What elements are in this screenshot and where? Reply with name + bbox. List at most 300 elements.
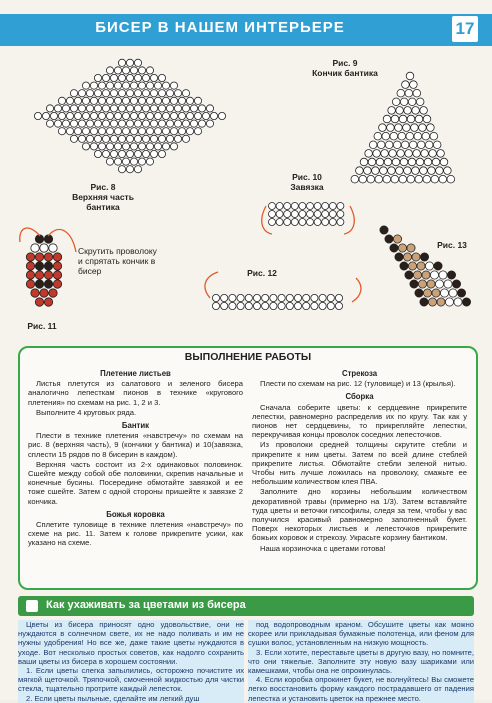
bead: [299, 203, 306, 210]
bead: [138, 82, 145, 89]
bead: [322, 211, 329, 218]
bead: [94, 120, 101, 127]
section-paragraph: Плести по схемам на рис. 12 (туловище) и 13 (крылья).: [260, 379, 456, 389]
bead: [54, 120, 61, 127]
bead: [150, 120, 157, 127]
bead: [66, 128, 73, 135]
bead: [422, 132, 430, 140]
bead: [142, 150, 149, 157]
bead: [398, 244, 406, 252]
bead: [86, 120, 93, 127]
bead: [102, 150, 109, 157]
bead: [166, 90, 173, 97]
bead: [291, 203, 298, 210]
bead: [432, 158, 440, 166]
bead: [53, 280, 61, 288]
bead: [94, 135, 101, 142]
bead: [432, 289, 440, 297]
bead: [102, 120, 109, 127]
bead: [383, 175, 391, 183]
bead: [425, 141, 433, 149]
bead: [379, 124, 387, 132]
bead: [276, 219, 283, 226]
bead: [86, 135, 93, 142]
bead: [417, 262, 425, 270]
bead: [400, 262, 408, 270]
bead: [182, 135, 189, 142]
bead: [269, 203, 276, 210]
bead: [34, 112, 41, 119]
bead: [26, 253, 34, 261]
bead: [329, 219, 336, 226]
bead: [66, 112, 73, 119]
bead: [237, 302, 244, 309]
fig9-caption: [300, 58, 390, 78]
bead: [381, 150, 389, 158]
bead: [245, 294, 252, 301]
bead: [86, 105, 93, 112]
section-paragraph: Заполните дно корзины небольшим количеством декоративной травы (примерно на 1/3). Затем вставляйте туда цветы и веточки гипсофилы, следя за тем, чтобы у вас получился красивый равномерно заполненный букет. Поверх некоторых листьев и лепесточков прикрепите божьих коровок и стрекозу. Украсьте корзину бантиком.: [252, 487, 467, 543]
bead: [178, 128, 185, 135]
fig11-ladybug-scheme: [20, 228, 76, 306]
bead: [90, 112, 97, 119]
bead: [369, 141, 377, 149]
fig9-title: Кончик бантика: [312, 68, 378, 78]
bead: [98, 112, 105, 119]
bead: [53, 253, 61, 261]
bead: [35, 253, 43, 261]
bead: [206, 120, 213, 127]
bead: [303, 294, 310, 301]
bead: [82, 97, 89, 104]
bead: [66, 97, 73, 104]
bead: [146, 97, 153, 104]
bead: [269, 211, 276, 218]
bead: [142, 105, 149, 112]
bead: [130, 67, 137, 74]
fig9-bow-tip-scheme: [351, 72, 455, 183]
bead: [433, 141, 441, 149]
bead: [49, 244, 57, 252]
bead: [98, 82, 105, 89]
bead: [428, 167, 436, 175]
bead: [405, 271, 413, 279]
bead: [154, 112, 161, 119]
section-paragraph: Сплетите туловище в технике плетения «навстречу» по схеме на рис. 11. Затем к голове прикрепите усики, как указано на схеме.: [28, 520, 243, 548]
bead: [444, 280, 452, 288]
bead: [408, 262, 416, 270]
bead: [400, 158, 408, 166]
bead: [337, 203, 344, 210]
bead: [134, 120, 141, 127]
bead: [439, 271, 447, 279]
bead: [319, 294, 326, 301]
care-left-column: [18, 620, 244, 703]
bead: [206, 105, 213, 112]
bead: [380, 167, 388, 175]
bead: [102, 105, 109, 112]
bead: [130, 97, 137, 104]
bead: [276, 203, 283, 210]
bead: [415, 289, 423, 297]
section-heading: Божья коровка: [106, 509, 165, 519]
fig10-title: Завязка: [290, 182, 324, 192]
bead: [391, 115, 399, 123]
bead: [390, 132, 398, 140]
bead: [44, 253, 52, 261]
bead: [388, 167, 396, 175]
bead: [170, 97, 177, 104]
bead: [106, 128, 113, 135]
bead: [162, 112, 169, 119]
bead: [78, 120, 85, 127]
fig13-label: Рис. 13: [437, 240, 467, 250]
bead: [78, 135, 85, 142]
bead: [82, 128, 89, 135]
bead: [384, 158, 392, 166]
bead: [106, 97, 113, 104]
bead: [58, 112, 65, 119]
bead: [154, 97, 161, 104]
bead: [26, 280, 34, 288]
bead: [422, 271, 430, 279]
bead-diagrams: [0, 46, 492, 342]
bead: [62, 120, 69, 127]
bead: [417, 141, 425, 149]
bead: [106, 158, 113, 165]
bead: [399, 115, 407, 123]
bead: [150, 74, 157, 81]
bead: [367, 175, 375, 183]
bead: [82, 112, 89, 119]
bead: [212, 294, 219, 301]
bead: [118, 135, 125, 142]
bead: [44, 298, 52, 306]
bead: [229, 294, 236, 301]
care-paragraph: 3. Если хотите, переставьте цветы в другую вазу, но помните, что они тяжелые. Заполните эту новую вазу шариками или камешками, чтобы она не опрокинулась.: [248, 647, 474, 676]
bead: [327, 302, 334, 309]
bead: [190, 120, 197, 127]
bead: [130, 112, 137, 119]
work-instructions: [18, 346, 478, 590]
bead: [158, 135, 165, 142]
section-paragraph: Плести в технике плетения «навстречу» по схемам на рис. 8 (верхняя часть), 9 (кончики у бантика) и 10(завязка, сплести 15 рядов по 8 бисерин в каждом).: [28, 431, 243, 459]
bead: [98, 143, 105, 150]
bead: [210, 112, 217, 119]
bead: [31, 289, 39, 297]
bead: [158, 90, 165, 97]
bead: [299, 219, 306, 226]
bead: [221, 294, 228, 301]
bead: [403, 124, 411, 132]
bead: [158, 150, 165, 157]
bead: [182, 120, 189, 127]
bead: [102, 135, 109, 142]
bead: [415, 115, 423, 123]
bead: [382, 132, 390, 140]
bead: [134, 135, 141, 142]
bead: [319, 302, 326, 309]
bead: [118, 59, 125, 66]
bead: [74, 112, 81, 119]
bead: [94, 105, 101, 112]
bead: [162, 82, 169, 89]
bead: [142, 74, 149, 81]
bead: [403, 253, 411, 261]
bead: [118, 105, 125, 112]
bead: [337, 211, 344, 218]
bead: [142, 135, 149, 142]
bead: [58, 128, 65, 135]
bead: [162, 97, 169, 104]
bead: [194, 112, 201, 119]
bead: [375, 175, 383, 183]
bead: [397, 150, 405, 158]
bead: [435, 280, 443, 288]
bead: [392, 158, 400, 166]
page-number: 17: [452, 16, 478, 42]
bead: [146, 143, 153, 150]
bead: [130, 128, 137, 135]
bead: [270, 302, 277, 309]
bead: [237, 294, 244, 301]
bead: [360, 158, 368, 166]
section-paragraph: Выполните 4 круговых ряда.: [36, 407, 137, 417]
bead: [388, 107, 396, 115]
bead: [82, 82, 89, 89]
section-paragraph: Верхняя часть состоит из 2-х одинаковых половинок. Сшейте между собой обе половинки, скрепив начальные и конечные бусины. Посередине обмотайте завязкой и ее тоже сшейте. Затем с одной стороны пришейте к завязке 2 кончика.: [28, 459, 243, 506]
bead: [457, 289, 465, 297]
bead: [106, 67, 113, 74]
bead: [396, 167, 404, 175]
bead: [383, 115, 391, 123]
bead: [118, 90, 125, 97]
bead: [114, 97, 121, 104]
bead: [385, 235, 393, 243]
bead: [134, 166, 141, 173]
bead: [178, 112, 185, 119]
bead: [322, 219, 329, 226]
bead: [404, 107, 412, 115]
bead: [166, 135, 173, 142]
bead: [130, 158, 137, 165]
bead: [410, 81, 418, 89]
bead: [94, 74, 101, 81]
bead: [329, 203, 336, 210]
bead: [452, 280, 460, 288]
bead: [449, 289, 457, 297]
bead: [90, 82, 97, 89]
bead: [82, 143, 89, 150]
bead: [142, 120, 149, 127]
bead: [126, 105, 133, 112]
bead: [411, 124, 419, 132]
bead: [436, 167, 444, 175]
bead: [110, 120, 117, 127]
bead: [387, 124, 395, 132]
bead: [98, 97, 105, 104]
bead: [126, 135, 133, 142]
bead: [434, 262, 442, 270]
bead: [194, 128, 201, 135]
bead: [407, 115, 415, 123]
bead: [138, 128, 145, 135]
bead: [114, 158, 121, 165]
bead: [359, 175, 367, 183]
bead: [146, 67, 153, 74]
bead: [400, 98, 408, 106]
bead: [158, 120, 165, 127]
bead: [110, 150, 117, 157]
bead: [356, 167, 364, 175]
work-left-column: [28, 365, 243, 549]
fig8-caption: [58, 182, 148, 212]
bead: [53, 271, 61, 279]
bead: [396, 107, 404, 115]
bead: [126, 120, 133, 127]
bead: [162, 128, 169, 135]
bead: [78, 90, 85, 97]
care-section-header: [18, 596, 474, 616]
bead: [154, 128, 161, 135]
bead: [146, 112, 153, 119]
bead: [190, 105, 197, 112]
bead: [150, 150, 157, 157]
bead: [412, 167, 420, 175]
bead: [307, 211, 314, 218]
bead: [138, 158, 145, 165]
bead: [122, 112, 129, 119]
bead: [291, 219, 298, 226]
bead: [122, 67, 129, 74]
bead: [420, 167, 428, 175]
bead: [420, 253, 428, 261]
care-paragraph: под водопроводным краном. Обсушите цветы как можно скорее или прикладывая бумажные полотенца, или феном для сушки волос, установленным на низкую мощность.: [248, 620, 474, 648]
bead: [134, 90, 141, 97]
bead: [311, 294, 318, 301]
bead: [186, 112, 193, 119]
bead: [26, 271, 34, 279]
bead: [58, 97, 65, 104]
bead: [427, 280, 435, 288]
bead: [122, 97, 129, 104]
bead: [54, 105, 61, 112]
bead: [114, 128, 121, 135]
bead: [174, 105, 181, 112]
work-title: ВЫПОЛНЕНИЕ РАБОТЫ: [184, 351, 312, 363]
bead: [398, 132, 406, 140]
bead: [428, 298, 436, 306]
bead: [380, 226, 388, 234]
bead: [40, 289, 48, 297]
bead: [421, 150, 429, 158]
bead: [221, 302, 228, 309]
bead: [376, 158, 384, 166]
fig13-dragonfly-wing-scheme: [380, 226, 471, 306]
bead: [50, 112, 57, 119]
bead: [437, 298, 445, 306]
bead: [368, 158, 376, 166]
bead: [278, 294, 285, 301]
section-paragraph: Сначала соберите цветы: к сердцевине прикрепите лепестки, равномерно распределив их по кругу. Так как у пионов нет сердцевины, то прикрепляйте лепестки, перекручивая концы проволок соседних лепесточков.: [252, 402, 467, 440]
fig8-bow-top-scheme: [34, 59, 225, 173]
bead: [174, 120, 181, 127]
bead: [253, 294, 260, 301]
page-title: БИСЕР В НАШЕМ ИНТЕРЬЕРЕ: [95, 19, 345, 36]
bead: [106, 143, 113, 150]
bead: [390, 244, 398, 252]
bead: [202, 112, 209, 119]
bead: [150, 105, 157, 112]
bead: [118, 166, 125, 173]
bead: [415, 175, 423, 183]
bead: [392, 98, 400, 106]
bead: [26, 262, 34, 270]
bead: [94, 90, 101, 97]
bead: [150, 135, 157, 142]
care-paragraph: Цветы из бисера приносят одно удовольствие, они не нуждаются в солнечном свете, их не надо поливать и им не нужны удобрения! Но все же, даже такие цветы нуждаются в уходе. Вот несколько простых советов, как надолго сохранить ваши цветы из бисера в хорошем состоянии.: [18, 620, 244, 666]
bead: [262, 302, 269, 309]
bead: [42, 112, 49, 119]
bead: [162, 143, 169, 150]
bead: [385, 141, 393, 149]
bead: [430, 271, 438, 279]
bead: [413, 150, 421, 158]
bead: [170, 82, 177, 89]
bead: [126, 150, 133, 157]
bead: [110, 105, 117, 112]
fig8-label: Рис. 8: [90, 182, 116, 192]
bead: [245, 302, 252, 309]
bead: [286, 294, 293, 301]
bead: [430, 132, 438, 140]
bead: [299, 211, 306, 218]
bead: [395, 124, 403, 132]
fig10-tie-scheme: [262, 203, 355, 235]
bead: [437, 150, 445, 158]
bead: [186, 97, 193, 104]
care-title: Как ухаживать за цветами из бисера: [46, 599, 246, 611]
bead: [90, 97, 97, 104]
bead: [138, 97, 145, 104]
bead: [445, 298, 453, 306]
bead: [314, 219, 321, 226]
bead: [412, 253, 420, 261]
bead: [126, 74, 133, 81]
bead: [150, 90, 157, 97]
bead: [407, 175, 415, 183]
bead: [182, 90, 189, 97]
bead: [454, 298, 462, 306]
bead: [404, 167, 412, 175]
bead: [44, 262, 52, 270]
bead: [158, 105, 165, 112]
bead: [122, 158, 129, 165]
bead: [424, 158, 432, 166]
bead: [364, 167, 372, 175]
bead: [393, 141, 401, 149]
fig9-label: Рис. 9: [332, 58, 358, 68]
bead: [174, 90, 181, 97]
bead: [44, 271, 52, 279]
bead: [182, 105, 189, 112]
bead: [409, 141, 417, 149]
bead: [146, 128, 153, 135]
bead: [174, 135, 181, 142]
bead: [134, 74, 141, 81]
bead: [425, 262, 433, 270]
bead: [377, 141, 385, 149]
